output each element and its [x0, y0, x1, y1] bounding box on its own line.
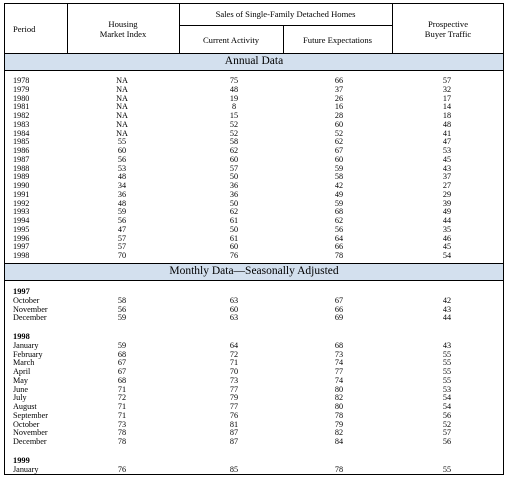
pbt-cell: 52 [442, 419, 452, 429]
future-cell: 62 [334, 137, 344, 147]
table-row [0, 225, 507, 234]
current-cell: 60 [229, 304, 239, 314]
pbt-cell: 55 [442, 358, 452, 368]
future-cell: 58 [334, 172, 344, 182]
table-row [0, 94, 507, 103]
annual-band [5, 54, 503, 70]
future-cell: 78 [334, 464, 344, 474]
current-cell: 79 [229, 393, 239, 403]
year-label: 1998 [13, 332, 30, 341]
current-cell: 61 [229, 233, 239, 243]
table-row [0, 155, 507, 164]
header-hmi-line1: Housing [108, 19, 138, 29]
current-cell: 77 [229, 402, 239, 411]
pbt-cell: 46 [442, 233, 452, 243]
pbt-cell: 54 [442, 393, 452, 403]
future-cell: 68 [334, 207, 344, 217]
future-cell: 84 [334, 437, 344, 446]
period-cell: 1993 [13, 207, 30, 217]
period-cell: November [13, 428, 48, 438]
hmi-cell: NA [116, 111, 128, 120]
period-cell: January [13, 464, 39, 474]
pbt-cell: 55 [442, 367, 452, 376]
pbt-cell: 54 [442, 402, 452, 411]
future-cell: 66 [334, 242, 344, 252]
future-cell: 74 [334, 375, 344, 385]
hmi-cell: 57 [117, 233, 127, 243]
period-cell: 1989 [13, 172, 30, 182]
hmi-cell: 68 [117, 375, 127, 385]
header-current: Current Activity [202, 35, 260, 45]
table-row [0, 465, 507, 474]
future-cell: 66 [334, 304, 344, 314]
current-cell: 72 [229, 349, 239, 359]
hmi-cell: 67 [117, 358, 127, 368]
current-cell: 48 [229, 84, 239, 94]
period-cell: 1994 [13, 216, 30, 225]
pbt-cell: 57 [442, 76, 452, 85]
hmi-cell: 48 [117, 198, 127, 208]
header-pbt-line2: Buyer Traffic [424, 29, 472, 39]
table-row [0, 190, 507, 199]
period-cell: October [13, 419, 40, 429]
period-cell: 1991 [13, 189, 30, 199]
hmi-cell: 36 [117, 189, 127, 199]
table-row [0, 313, 507, 322]
period-cell: July [13, 393, 27, 403]
current-cell: 87 [229, 437, 239, 446]
period-cell: 1985 [13, 137, 30, 147]
hmi-cell: 71 [117, 402, 127, 411]
period-cell: April [13, 367, 31, 376]
current-cell: 50 [229, 224, 239, 234]
period-cell: June [13, 384, 29, 394]
hmi-cell: 59 [117, 207, 127, 217]
header-pbt [392, 19, 504, 39]
future-cell: 67 [334, 146, 344, 155]
pbt-cell: 47 [442, 137, 452, 147]
future-cell: 49 [334, 189, 344, 199]
monthly-band [5, 264, 503, 280]
hmi-cell: 78 [117, 428, 127, 438]
header-hmi [67, 19, 179, 39]
future-cell: 28 [334, 111, 344, 120]
table-row [0, 341, 507, 350]
period-cell: 1981 [13, 102, 30, 112]
current-cell: 73 [229, 375, 239, 385]
hmi-cell: NA [116, 84, 128, 94]
pbt-cell: 41 [442, 128, 452, 138]
future-cell: 82 [334, 428, 344, 438]
current-cell: 63 [229, 313, 239, 323]
period-cell: March [13, 358, 35, 368]
table-row [0, 146, 507, 155]
current-cell: 60 [229, 242, 239, 252]
future-cell: 80 [334, 384, 344, 394]
future-cell: 74 [334, 358, 344, 368]
pbt-cell: 32 [442, 84, 452, 94]
annual-band-bottom-rule [4, 70, 504, 71]
future-cell: 52 [334, 128, 344, 138]
hmi-cell: 47 [117, 224, 127, 234]
header-pbt-line1: Prospective [427, 19, 469, 29]
current-cell: 85 [229, 464, 239, 474]
current-cell: 8 [231, 102, 237, 112]
pbt-cell: 54 [442, 251, 452, 260]
annual-title: Annual Data [224, 55, 284, 67]
monthly-title: Monthly Data—Seasonally Adjusted [169, 265, 339, 277]
current-cell: 62 [229, 146, 239, 155]
period-cell: September [13, 410, 49, 420]
future-cell: 64 [334, 233, 344, 243]
pbt-cell: 57 [442, 428, 452, 438]
period-cell: 1983 [13, 119, 30, 129]
hmi-cell: NA [116, 128, 128, 138]
table-row [0, 120, 507, 129]
future-cell: 59 [334, 198, 344, 208]
period-cell: November [13, 304, 48, 314]
current-cell: 62 [229, 207, 239, 217]
hmi-cell: 57 [117, 242, 127, 252]
current-cell: 76 [229, 410, 239, 420]
hmi-cell: 72 [117, 393, 127, 403]
current-cell: 36 [229, 189, 239, 199]
hmi-cell: NA [116, 119, 128, 129]
future-cell: 60 [334, 154, 344, 164]
period-cell: 1995 [13, 224, 30, 234]
pbt-cell: 27 [442, 181, 452, 190]
future-cell: 60 [334, 119, 344, 129]
table-row [0, 129, 507, 138]
table-row [0, 242, 507, 251]
hmi-cell: 53 [117, 163, 127, 173]
pbt-cell: 55 [442, 464, 452, 474]
period-cell: August [13, 402, 37, 411]
period-cell: 1998 [13, 251, 30, 260]
table-row [0, 385, 507, 394]
hmi-cell: 68 [117, 349, 127, 359]
hmi-cell: 56 [117, 304, 127, 314]
pbt-cell: 17 [442, 93, 452, 103]
period-cell: 1997 [13, 242, 30, 252]
table-row [0, 181, 507, 190]
pbt-cell: 39 [442, 198, 452, 208]
pbt-cell: 48 [442, 119, 452, 129]
future-cell: 42 [334, 181, 344, 190]
monthly-band-bottom-rule [4, 280, 504, 281]
hmi-cell: 71 [117, 384, 127, 394]
table-row [0, 85, 507, 94]
table-row [0, 358, 507, 367]
current-cell: 87 [229, 428, 239, 438]
hmi-cell: 58 [117, 295, 127, 305]
period-cell: 1987 [13, 154, 30, 164]
hmi-cell: 56 [117, 154, 127, 164]
future-cell: 67 [334, 295, 344, 305]
hmi-cell: 70 [117, 251, 127, 260]
table-row [0, 199, 507, 208]
pbt-cell: 43 [442, 340, 452, 350]
table-row [0, 102, 507, 111]
future-cell: 68 [334, 340, 344, 350]
future-cell: 79 [334, 419, 344, 429]
current-cell: 61 [229, 216, 239, 225]
table-row [0, 296, 507, 305]
table-row [0, 402, 507, 411]
table-row [0, 76, 507, 85]
period-cell: December [13, 437, 47, 446]
table-row [0, 350, 507, 359]
hmi-cell: 76 [117, 464, 127, 474]
pbt-cell: 56 [442, 410, 452, 420]
header-sales-group: Sales of Single-Family Detached Homes [215, 9, 356, 19]
pbt-cell: 55 [442, 349, 452, 359]
period-cell: 1980 [13, 93, 30, 103]
table-row [0, 216, 507, 225]
future-cell: 37 [334, 84, 344, 94]
hmi-cell: 59 [117, 313, 127, 323]
future-cell: 16 [334, 102, 344, 112]
current-cell: 52 [229, 119, 239, 129]
period-cell: 1986 [13, 146, 30, 155]
hmi-cell: 55 [117, 137, 127, 147]
hmi-cell: NA [116, 93, 128, 103]
current-cell: 76 [229, 251, 239, 260]
future-cell: 62 [334, 216, 344, 225]
table-row [0, 111, 507, 120]
table-row [0, 411, 507, 420]
period-cell: 1996 [13, 233, 30, 243]
pbt-cell: 49 [442, 207, 452, 217]
pbt-cell: 42 [442, 295, 452, 305]
hmi-cell: 73 [117, 419, 127, 429]
current-cell: 64 [229, 340, 239, 350]
future-cell: 77 [334, 367, 344, 376]
current-cell: 57 [229, 163, 239, 173]
hmi-cell: NA [116, 76, 128, 85]
future-cell: 82 [334, 393, 344, 403]
period-cell: 1984 [13, 128, 30, 138]
table-row [0, 207, 507, 216]
current-cell: 81 [229, 419, 239, 429]
pbt-cell: 45 [442, 154, 452, 164]
pbt-cell: 37 [442, 172, 452, 182]
year-label: 1999 [13, 455, 30, 465]
current-cell: 77 [229, 384, 239, 394]
current-cell: 71 [229, 358, 239, 368]
current-cell: 50 [229, 198, 239, 208]
period-cell: January [13, 340, 39, 350]
current-cell: 58 [229, 137, 239, 147]
pbt-cell: 44 [442, 216, 452, 225]
period-cell: February [13, 349, 43, 359]
period-cell: 1990 [13, 181, 30, 190]
current-cell: 75 [229, 76, 239, 85]
hmi-cell: 34 [117, 181, 127, 190]
current-cell: 52 [229, 128, 239, 138]
pbt-cell: 53 [442, 384, 452, 394]
hmi-cell: 67 [117, 367, 127, 376]
header-period: Period [13, 24, 36, 34]
table-row [0, 164, 507, 173]
current-cell: 60 [229, 154, 239, 164]
header-future: Future Expectations [303, 35, 372, 45]
pbt-cell: 18 [442, 111, 452, 120]
pbt-cell: 14 [442, 102, 452, 112]
current-cell: 36 [229, 181, 239, 190]
current-cell: 50 [229, 172, 239, 182]
future-cell: 26 [334, 93, 344, 103]
table-row [0, 420, 507, 429]
hmi-cell: 60 [117, 146, 127, 155]
pbt-cell: 43 [442, 163, 452, 173]
period-cell: December [13, 313, 47, 323]
pbt-cell: 56 [442, 437, 452, 446]
future-cell: 73 [334, 349, 344, 359]
pbt-cell: 29 [442, 189, 452, 199]
hmi-cell: 59 [117, 340, 127, 350]
hmi-cell: 48 [117, 172, 127, 182]
period-cell: 1978 [13, 76, 30, 85]
table-row [0, 251, 507, 260]
header-hmi-line2: Market Index [99, 29, 147, 39]
period-cell: 1982 [13, 111, 30, 120]
period-cell: May [13, 375, 29, 385]
pbt-cell: 55 [442, 375, 452, 385]
future-cell: 80 [334, 402, 344, 411]
pbt-cell: 35 [442, 224, 452, 234]
current-cell: 70 [229, 367, 239, 376]
period-cell: October [13, 295, 40, 305]
sales-group-underline [179, 25, 392, 26]
period-cell: 1988 [13, 163, 30, 173]
pbt-cell: 43 [442, 304, 452, 314]
current-cell: 63 [229, 295, 239, 305]
table-row [0, 137, 507, 146]
future-cell: 69 [334, 313, 344, 323]
table-row [0, 305, 507, 314]
future-cell: 66 [334, 76, 344, 85]
hmi-cell: 56 [117, 216, 127, 225]
hmi-cell: 78 [117, 437, 127, 446]
pbt-cell: 45 [442, 242, 452, 252]
future-cell: 78 [334, 410, 344, 420]
table-row [0, 376, 507, 385]
current-cell: 19 [229, 93, 239, 103]
period-cell: 1979 [13, 84, 30, 94]
hmi-cell: NA [116, 102, 128, 112]
table-row [0, 367, 507, 376]
period-cell: 1992 [13, 198, 30, 208]
future-cell: 59 [334, 163, 344, 173]
hmi-cell: 71 [117, 410, 127, 420]
pbt-cell: 53 [442, 146, 452, 155]
future-cell: 56 [334, 224, 344, 234]
table-row [0, 234, 507, 243]
year-label: 1997 [13, 287, 30, 296]
current-cell: 15 [229, 111, 239, 120]
pbt-cell: 44 [442, 313, 452, 323]
table-row [0, 172, 507, 181]
table-row [0, 437, 507, 446]
table-row [0, 428, 507, 437]
table-row [0, 393, 507, 402]
future-cell: 78 [334, 251, 344, 260]
